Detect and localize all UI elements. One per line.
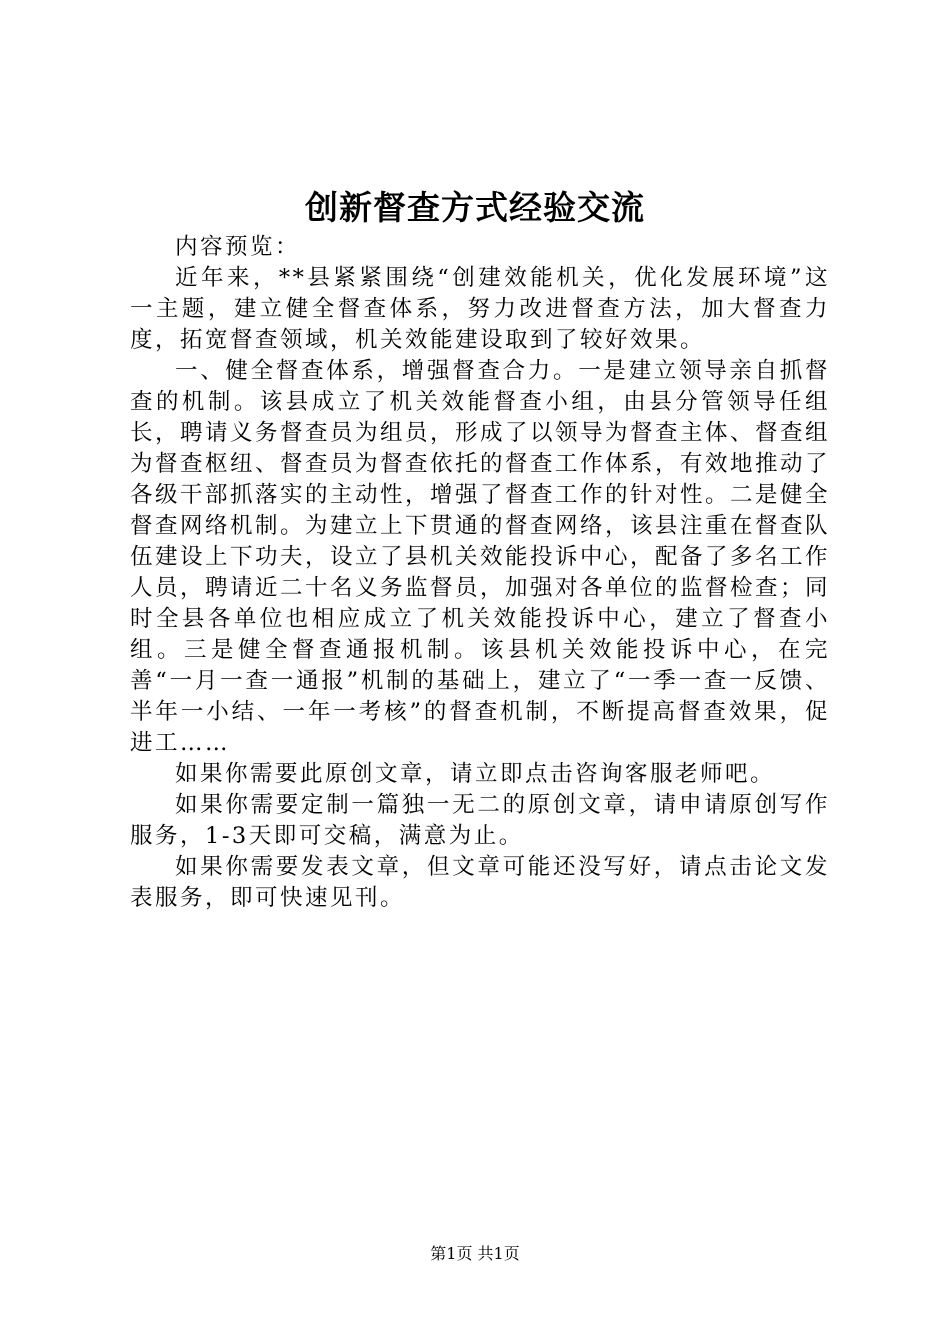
paragraph-preview-label: 内容预览： [175,234,301,260]
document-body [130,232,830,914]
paragraph-publishing-link[interactable]: 如果你需要发表文章，但文章可能还没写好，请点击论文发表服务，即可快速见刊。 [130,854,830,911]
document-title: 创新督查方式经验交流 [305,188,645,227]
paragraph-consult-link[interactable]: 如果你需要此原创文章，请立即点击咨询客服老师吧。 [175,761,776,787]
page-number-footer: 第1页 共1页 [430,1244,520,1263]
paragraph-intro: 近年来，**县紧紧围绕“创建效能机关，优化发展环境”这一主题，建立健全督查体系，努力改进督查方法，加大督查力度，拓宽督查领域，机关效能建设取到了较好效果。 [130,265,830,353]
paragraph-section-one: 一、健全督查体系，增强督查合力。一是建立领导亲自抓督查的机制。该县成立了机关效能督查小组，由县分管领导任组长，聘请义务督查员为组员，形成了以领导为督查主体、督查组为督查枢纽、督查员为督查依托的督查工作体系，有效地推动了各级干部抓落实的主动性，增强了督查工作的针对性。二是健全督查网络机制。为建立上下贯通的督查网络，该县注重在督查队伍建设上下功夫，设立了县机关效能投诉中心，配备了多名工作人员，聘请近二十名义务监督员，加强对各单位的监督检查；同时全县各单位也相应成立了机关效能投诉中心，建立了督查小组。三是健全督查通报机制。该县机关效能投诉中心，在完善“一月一查一通报”机制的基础上，建立了“一季一查一反馈、半年一小结、一年一考核”的督查机制，不断提高督查效果，促进工…… [130,358,831,756]
paragraph-custom-writing-link[interactable]: 如果你需要定制一篇独一无二的原创文章，请申请原创写作服务，1-3天即可交稿，满意为止。 [130,792,830,849]
